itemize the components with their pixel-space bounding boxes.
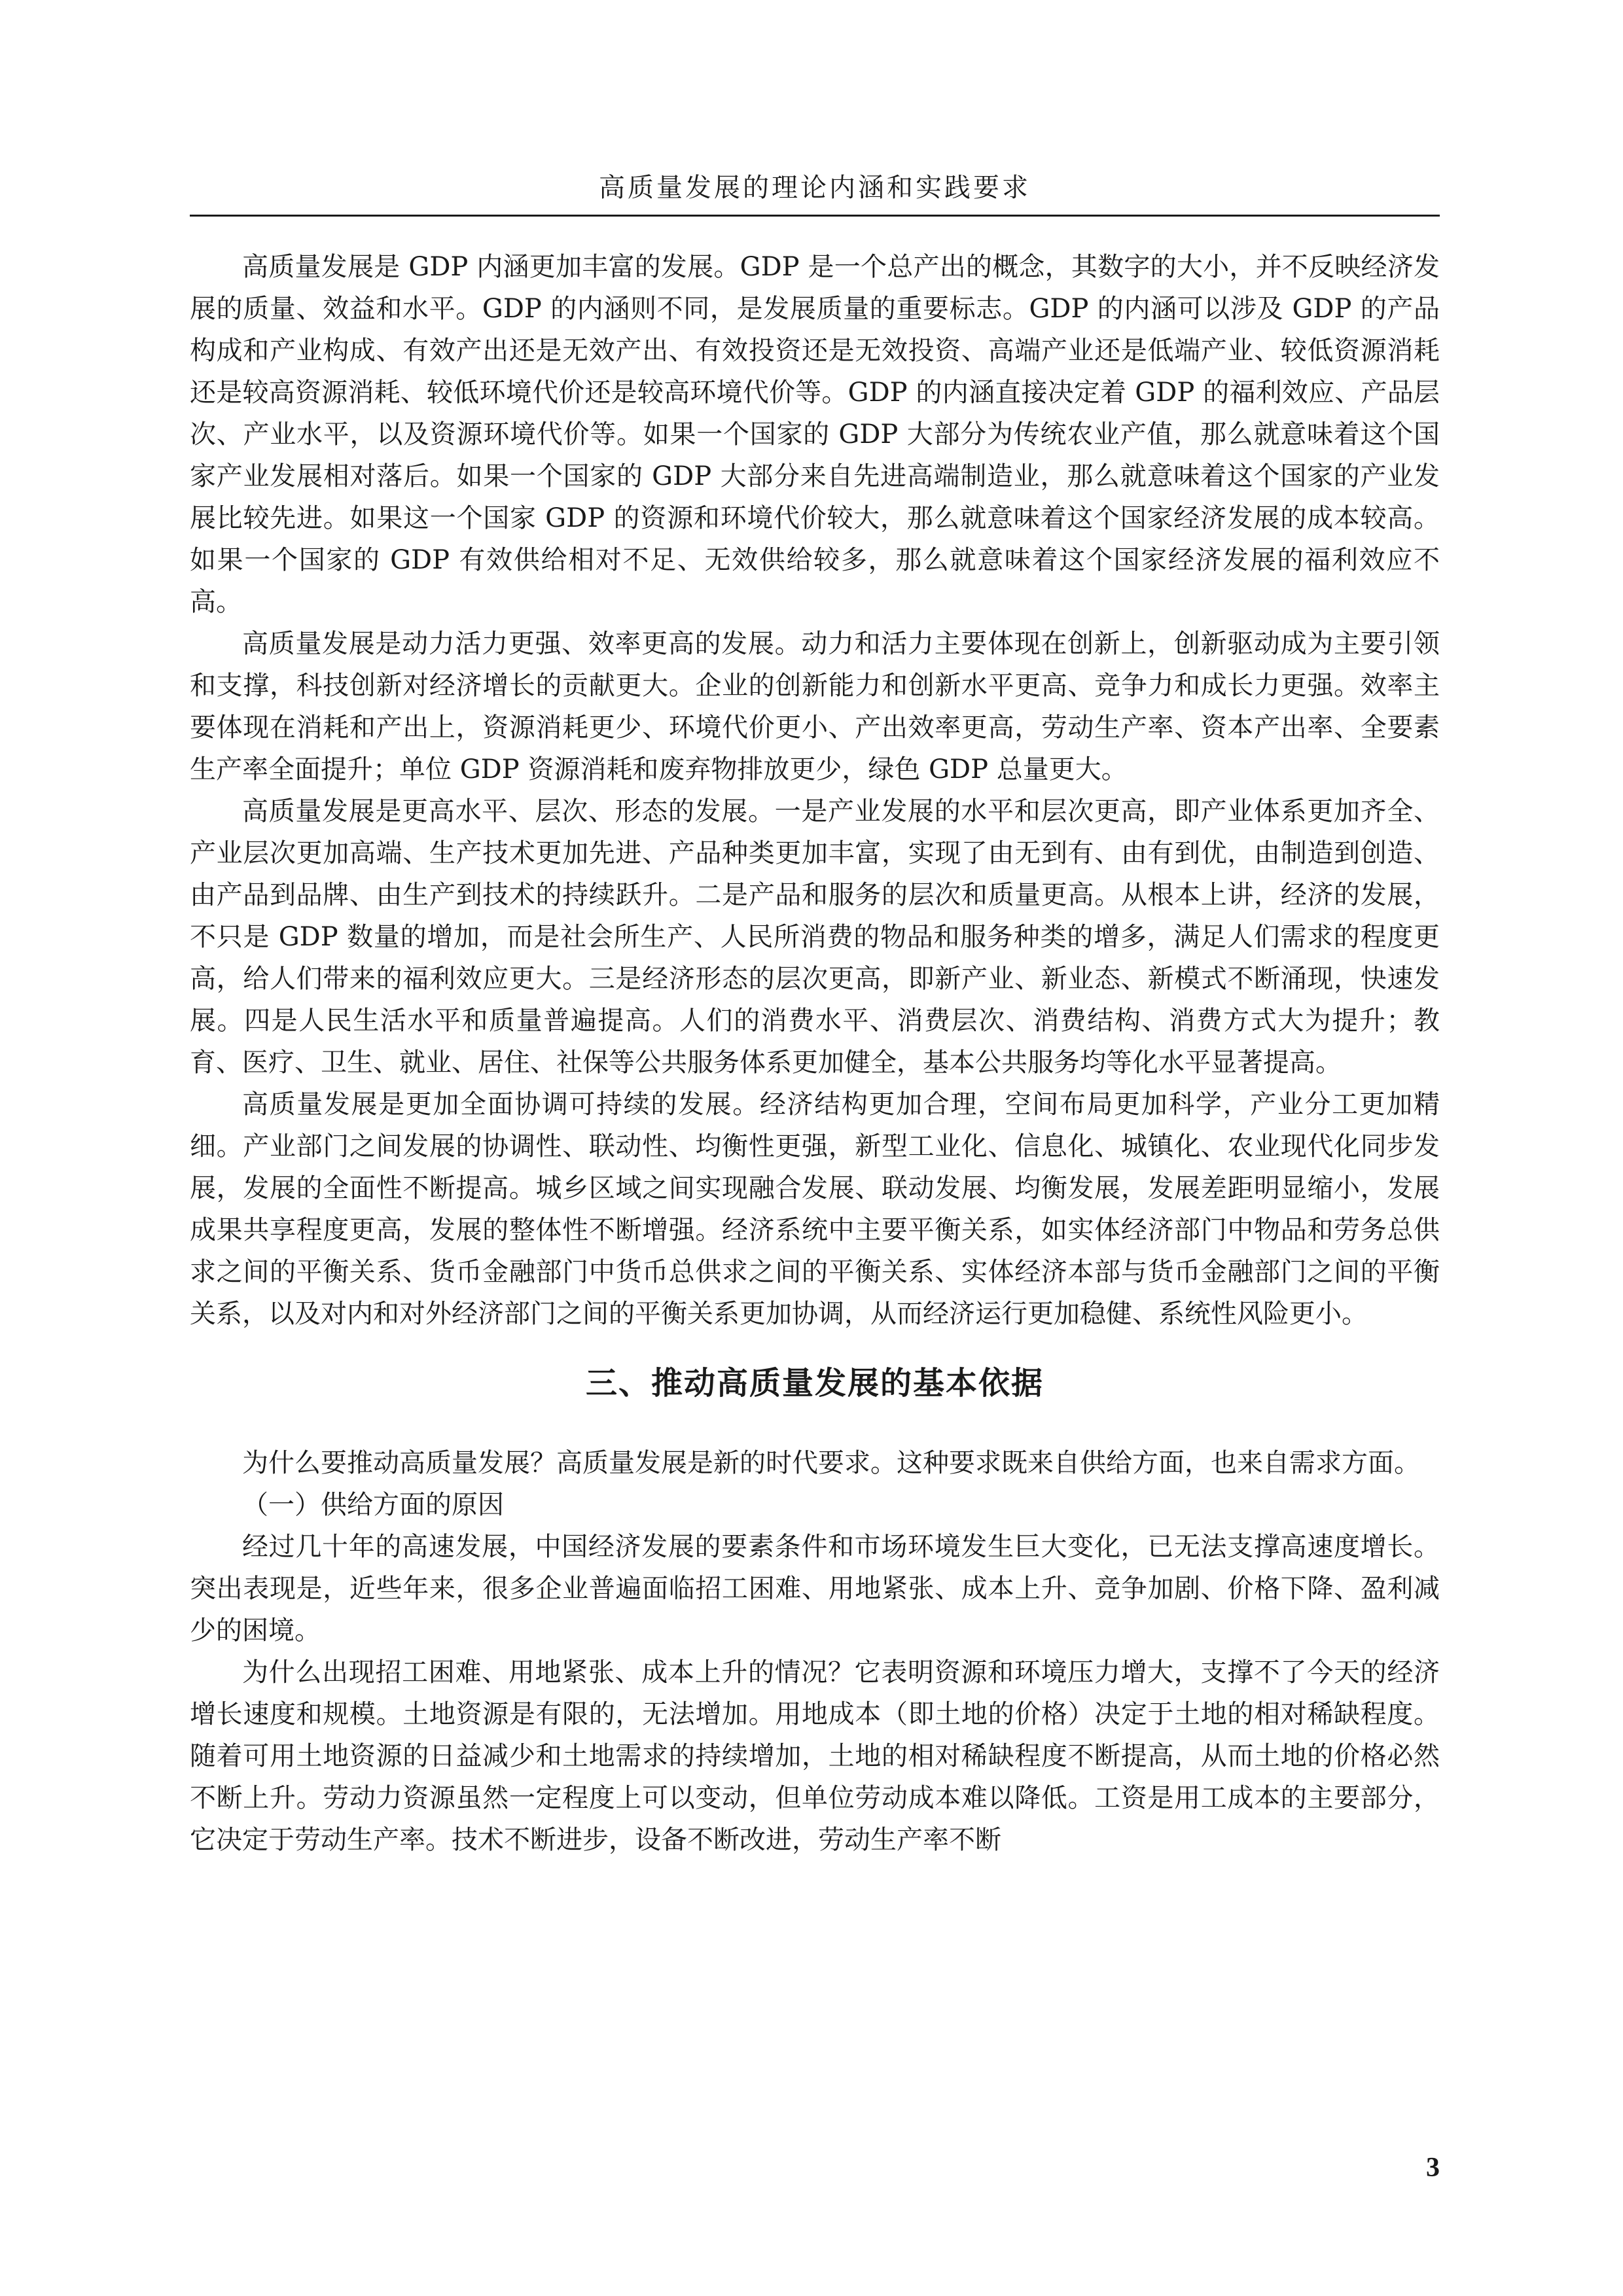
paragraph-coordinated-sustainable: 高质量发展是更加全面协调可持续的发展。经济结构更加合理，空间布局更加科学，产业分工更加精细。产业部门之间发展的协调性、联动性、均衡性更强，新型工业化、信息化、城镇化、农业现代化同步发展，发展的全面性不断提高。城乡区域之间实现融合发展、联动发展、均衡发展，发展差距明显缩小，发展成果共享程度更高，发展的整体性不断增强。经济系统中主要平衡关系，如实体经济部门中物品和劳务总供求之间的平衡关系、货币金融部门中货币总供求之间的平衡关系、实体经济本部与货币金融部门之间的平衡关系，以及对内和对外经济部门之间的平衡关系更加协调，从而经济运行更加稳健、系统性风险更小。: [190, 1089, 1440, 1329]
paragraph-gdp-connotation: 高质量发展是 GDP 内涵更加丰富的发展。GDP 是一个总产出的概念，其数字的大小，并不反映经济发展的质量、效益和水平。GDP 的内涵则不同，是发展质量的重要标志。GDP 的内涵可以涉及 GDP 的产品构成和产业构成、有效产出还是无效产出、有效投资还是无效投资、高端产业还是低端产业、较低资源消耗还是较高资源消耗、较低环境代价还是较高环境代价等。GDP 的内涵直接决定着 GDP 的福利效应、产品层次、产业水平，以及资源环境代价等。如果一个国家的 GDP 大部分为传统农业产值，那么就意味着这个国家产业发展相对落后。如果一个国家的 GDP 大部分来自先进高端制造业，那么就意味着这个国家的产业发展比较先进。如果这一个国家 GDP 的资源和环境代价较大，那么就意味着这个国家经济发展的成本较高。如果一个国家的 GDP 有效供给相对不足、无效供给较多，那么就意味着这个国家经济发展的福利效应不高。: [190, 252, 1440, 617]
page-number: 3: [1426, 2153, 1440, 2183]
page-content: [190, 246, 1440, 1861]
paragraph-dynamism-efficiency: 高质量发展是动力活力更强、效率更高的发展。动力和活力主要体现在创新上，创新驱动成为主要引领和支撑，科技创新对经济增长的贡献更大。企业的创新能力和创新水平更高、竞争力和成长力更强。效率主要体现在消耗和产出上，资源消耗更少、环境代价更小、产出效率更高，劳动生产率、资本产出率、全要素生产率全面提升；单位 GDP 资源消耗和废弃物排放更少，绿色 GDP 总量更大。: [190, 629, 1440, 785]
running-header: 高质量发展的理论内涵和实践要求: [599, 173, 1031, 203]
paragraph-factor-conditions: 经过几十年的高速发展，中国经济发展的要素条件和市场环境发生巨大变化，已无法支撑高速度增长。突出表现是，近些年来，很多企业普遍面临招工困难、用地紧张、成本上升、竞争加剧、价格下降、盈利减少的困境。: [190, 1532, 1440, 1646]
paragraph-higher-level: 高质量发展是更高水平、层次、形态的发展。一是产业发展的水平和层次更高，即产业体系更加齐全、产业层次更加高端、生产技术更加先进、产品种类更加丰富，实现了由无到有、由有到优，由制造到创造、由产品到品牌、由生产到技术的持续跃升。二是产品和服务的层次和质量更高。从根本上讲，经济的发展，不只是 GDP 数量的增加，而是社会所生产、人民所消费的物品和服务种类的增多，满足人们需求的程度更高，给人们带来的福利效应更大。三是经济形态的层次更高，即新产业、新业态、新模式不断涌现，快速发展。四是人民生活水平和质量普遍提高。人们的消费水平、消费层次、消费结构、消费方式大为提升；教育、医疗、卫生、就业、居住、社保等公共服务体系更加健全，基本公共服务均等化水平显著提高。: [190, 796, 1440, 1078]
document-page: [190, 0, 1440, 2296]
paragraph-intro: 为什么要推动高质量发展？高质量发展是新的时代要求。这种要求既来自供给方面，也来自需求方面。: [242, 1448, 1420, 1478]
subheading-supply-side: （一）供给方面的原因: [242, 1490, 504, 1520]
header-rule: [190, 215, 1440, 217]
section-heading: 三、推动高质量发展的基本依据: [585, 1365, 1044, 1402]
paragraph-rising-costs: 为什么出现招工困难、用地紧张、成本上升的情况？它表明资源和环境压力增大，支撑不了今天的经济增长速度和规模。土地资源是有限的，无法增加。用地成本（即土地的价格）决定于土地的相对稀缺程度。随着可用土地资源的日益减少和土地需求的持续增加，土地的相对稀缺程度不断提高，从而土地的价格必然不断上升。劳动力资源虽然一定程度上可以变动，但单位劳动成本难以降低。工资是用工成本的主要部分，它决定于劳动生产率。技术不断进步，设备不断改进，劳动生产率不断: [190, 1657, 1440, 1855]
